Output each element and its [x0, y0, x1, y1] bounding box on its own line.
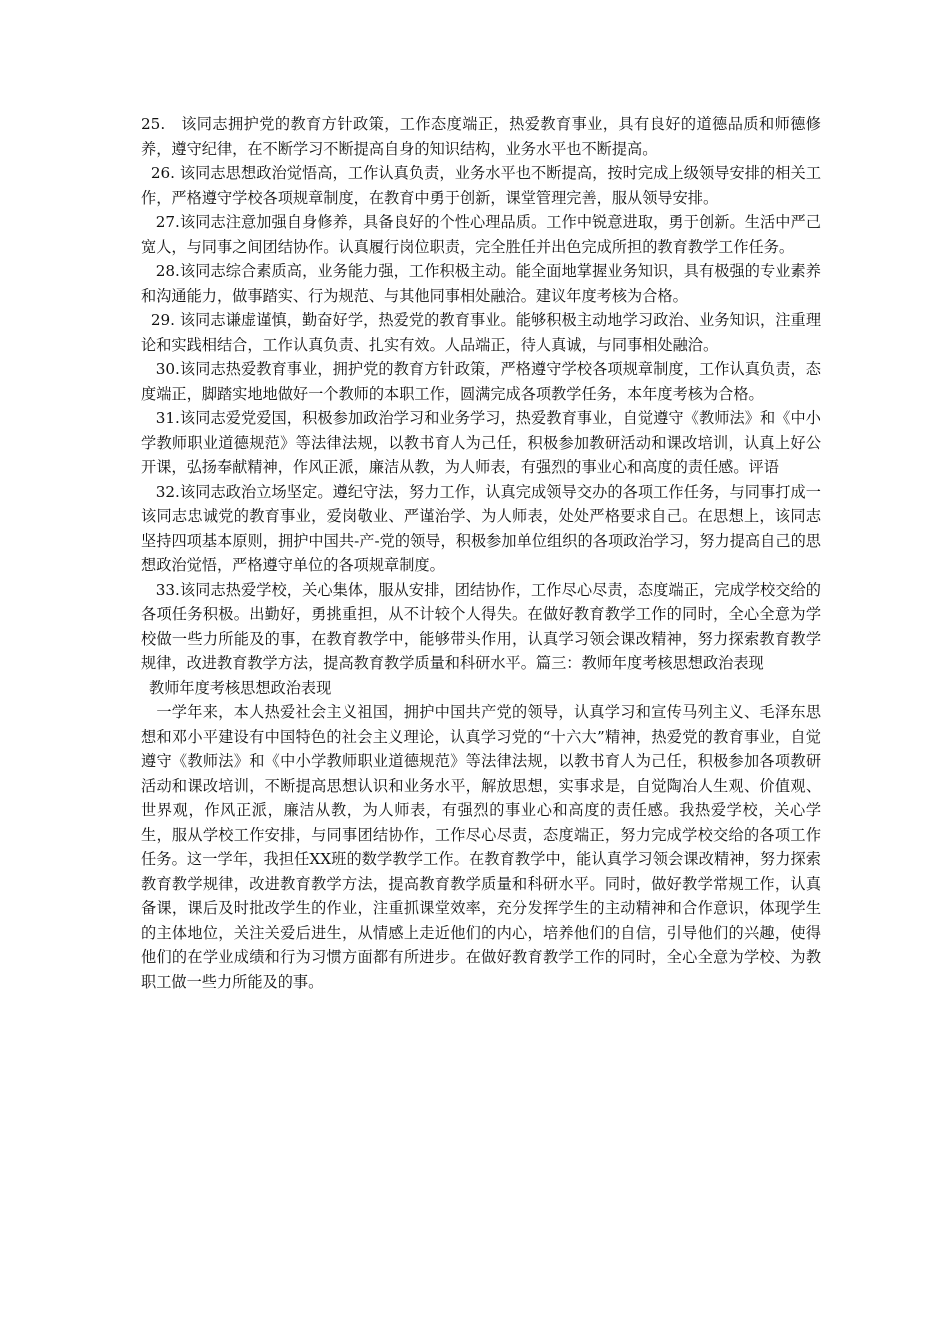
paragraph-28: 28.该同志综合素质高，业务能力强，工作积极主动。能全面地掌握业务知识，具有极强的专业素养和沟通能力，做事踏实、行为规范、与其他同事相处融洽。建议年度考核为合格。 [141, 262, 821, 305]
paragraph-29: 29. 该同志谦虚谨慎，勤奋好学，热爱党的教育事业。能够积极主动地学习政治、业务知识，注重理论和实践相结合，工作认真负责、扎实有效。人品端正，待人真诚，与同事相处融洽。 [141, 311, 822, 354]
paragraph-26: 26. 该同志思想政治觉悟高，工作认真负责，业务水平也不断提高，按时完成上级领导安排的相关工作，严格遵守学校各项规章制度，在教育中勇于创新，课堂管理完善，服从领导安排。 [141, 164, 822, 207]
paragraph-summary: 一学年来，本人热爱社会主义祖国，拥护中国共产党的领导，认真学习和宣传马列主义、毛泽东思想和邓小平建设有中国特色的社会主义理论，认真学习党的“十六大”精神，热爱党的教育事业，自觉遵守《教师法》和《中小学教师职业道德规范》等法律法规，以教书育人为己任，积极参加各项教研活动和课改培训，不断提高思想认识和业务水平，解放思想，实事求是，自觉陶冶人生观、价值观、世界观，作风正派，廉洁从教，为人师表，有强烈的事业心和高度的责任感。我热爱学校，关心学生，服从学校工作安排，与同事团结协作，工作尽心尽责，态度端正，努力完成学校交给的各项工作任务。这一学年，我担任XX班的数学教学工作。在教育教学中，能认真学习领会课改精神，努力探索教育教学规律，改进教育教学方法，提高教育教学质量和科研水平。同时，做好教学常规工作，认真备课，课后及时批改学生的作业，注重抓课堂效率，充分发挥学生的主动精神和合作意识，体现学生的主体地位，关注关爱后进生，从情感上走近他们的内心，培养他们的自信，引导他们的兴趣，使得他们的在学业成绩和行为习惯方面都有所进步。在做好教育教学工作的同时，全心全意为学校、为教职工做一些力所能及的事。 [141, 703, 822, 991]
document-page [141, 112, 821, 994]
paragraph-27: 27.该同志注意加强自身修养，具备良好的个性心理品质。工作中锐意进取，勇于创新。生活中严己宽人，与同事之间团结协作。认真履行岗位职责，完全胜任并出色完成所担的教育教学工作任务。 [141, 213, 821, 256]
paragraph-25: 25. 该同志拥护党的教育方针政策，工作态度端正，热爱教育事业，具有良好的道德品质和师德修养，遵守纪律，在不断学习不断提高自身的知识结构，业务水平也不断提高。 [141, 115, 821, 158]
section-heading: 教师年度考核思想政治表现 [149, 678, 332, 697]
paragraph-31: 31.该同志爱党爱国，积极参加政治学习和业务学习，热爱教育事业，自觉遵守《教师法》和《中小学教师职业道德规范》等法律法规，以教书育人为己任，积极参加教研活动和课改培训，认真上好公开课，弘扬奉献精神，作风正派，廉洁从教，为人师表，有强烈的事业心和高度的责任感。评语 [141, 409, 821, 476]
paragraph-30: 30.该同志热爱教育事业，拥护党的教育方针政策，严格遵守学校各项规章制度，工作认真负责，态度端正，脚踏实地地做好一个教师的本职工作，圆满完成各项教学任务，本年度考核为合格。 [141, 360, 821, 403]
paragraph-33: 33.该同志热爱学校，关心集体，服从安排，团结协作，工作尽心尽责，态度端正，完成学校交给的各项任务积极。出勤好，勇挑重担，从不计较个人得失。在做好教育教学工作的同时，全心全意为学校做一些力所能及的事，在教育教学中，能够带头作用，认真学习领会课改精神，努力探索教育教学规律，改进教育教学方法，提高教育教学质量和科研水平。篇三：教师年度考核思想政治表现 [141, 580, 821, 672]
paragraph-32: 32.该同志政治立场坚定。遵纪守法，努力工作，认真完成领导交办的各项工作任务，与同事打成一该同志忠诚党的教育事业，爱岗敬业、严谨治学、为人师表，处处严格要求自己。在思想上，该同志坚持四项基本原则，拥护中国共-产-党的领导，积极参加单位组织的各项政治学习，努力提高自己的思想政治觉悟，严格遵守单位的各项规章制度。 [141, 482, 821, 574]
